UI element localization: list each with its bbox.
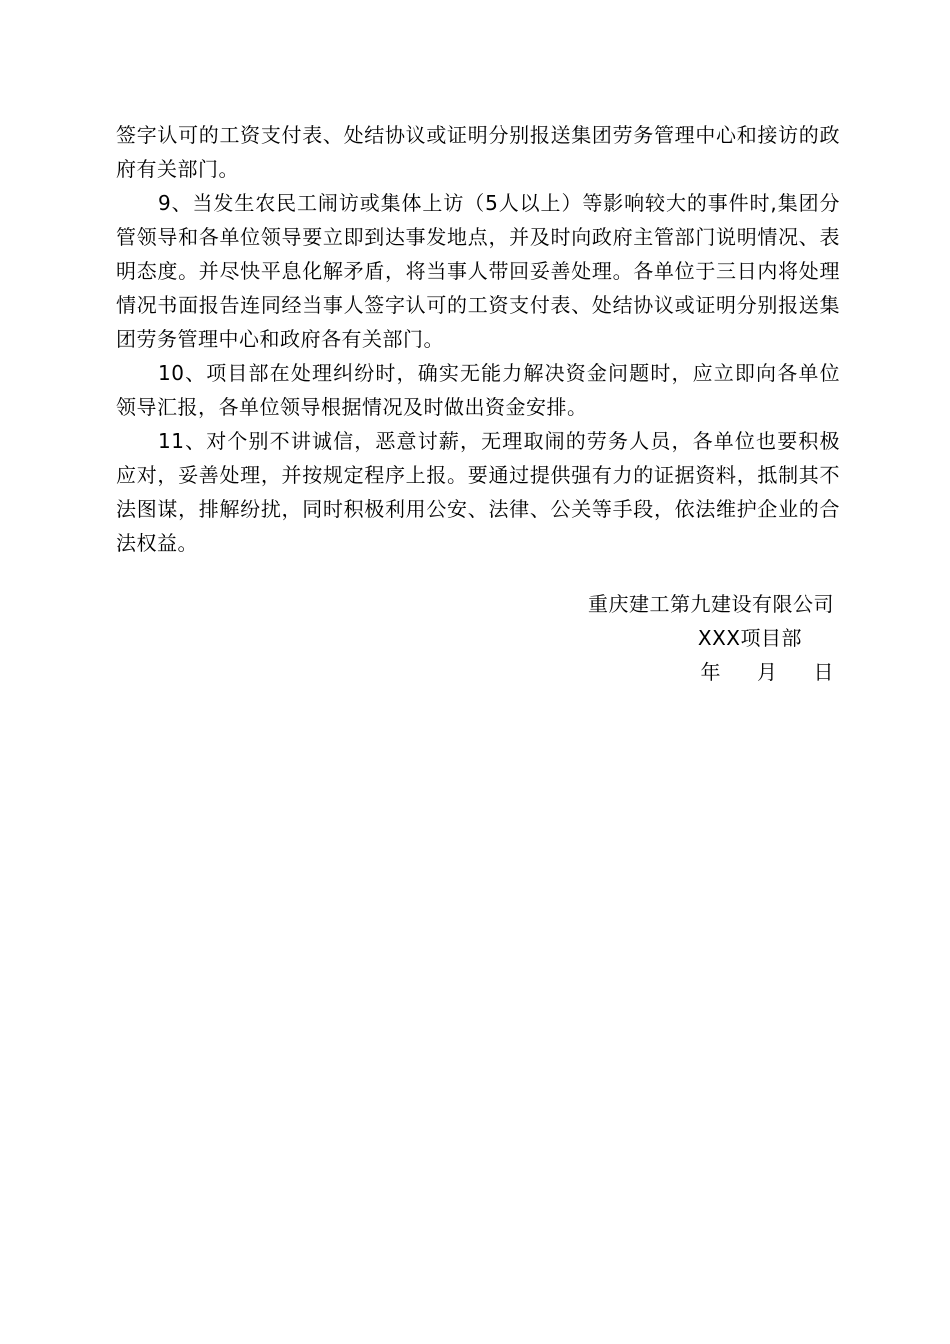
paragraph-item-11: 11、对个别不讲诚信，恶意讨薪，无理取闹的劳务人员，各单位也要积极应对，妥善处理，并按规定程序上报。要通过提供强有力的证据资料，抵制其不法图谋，排解纷扰，同时积极利用公安、法律、公关等手段，依法维护企业的合法权益。 bbox=[116, 429, 840, 555]
paragraph-continuation: 签字认可的工资支付表、处结协议或证明分别报送集团劳务管理中心和接访的政府有关部门。 bbox=[116, 123, 840, 181]
signature-department: XXX项目部 bbox=[697, 626, 802, 650]
document-body bbox=[116, 118, 840, 560]
signature-block bbox=[434, 587, 834, 689]
paragraph-item-10: 10、项目部在处理纠纷时，确实无能力解决资金问题时，应立即向各单位领导汇报，各单位领导根据情况及时做出资金安排。 bbox=[116, 361, 840, 419]
signature-date bbox=[434, 655, 834, 689]
date-month-label: 月 bbox=[757, 660, 778, 684]
date-year-label: 年 bbox=[700, 660, 721, 684]
paragraph-item-9: 9、当发生农民工闹访或集体上访（5人以上）等影响较大的事件时,集团分管领导和各单位领导要立即到达事发地点，并及时向政府主管部门说明情况、表明态度。并尽快平息化解矛盾，将当事人带回妥善处理。各单位于三日内将处理情况书面报告连同经当事人签字认可的工资支付表、处结协议或证明分别报送集团劳务管理中心和政府各有关部门。 bbox=[116, 191, 840, 351]
signature-company: 重庆建工第九建设有限公司 bbox=[588, 592, 834, 616]
date-day-label: 日 bbox=[813, 660, 834, 684]
